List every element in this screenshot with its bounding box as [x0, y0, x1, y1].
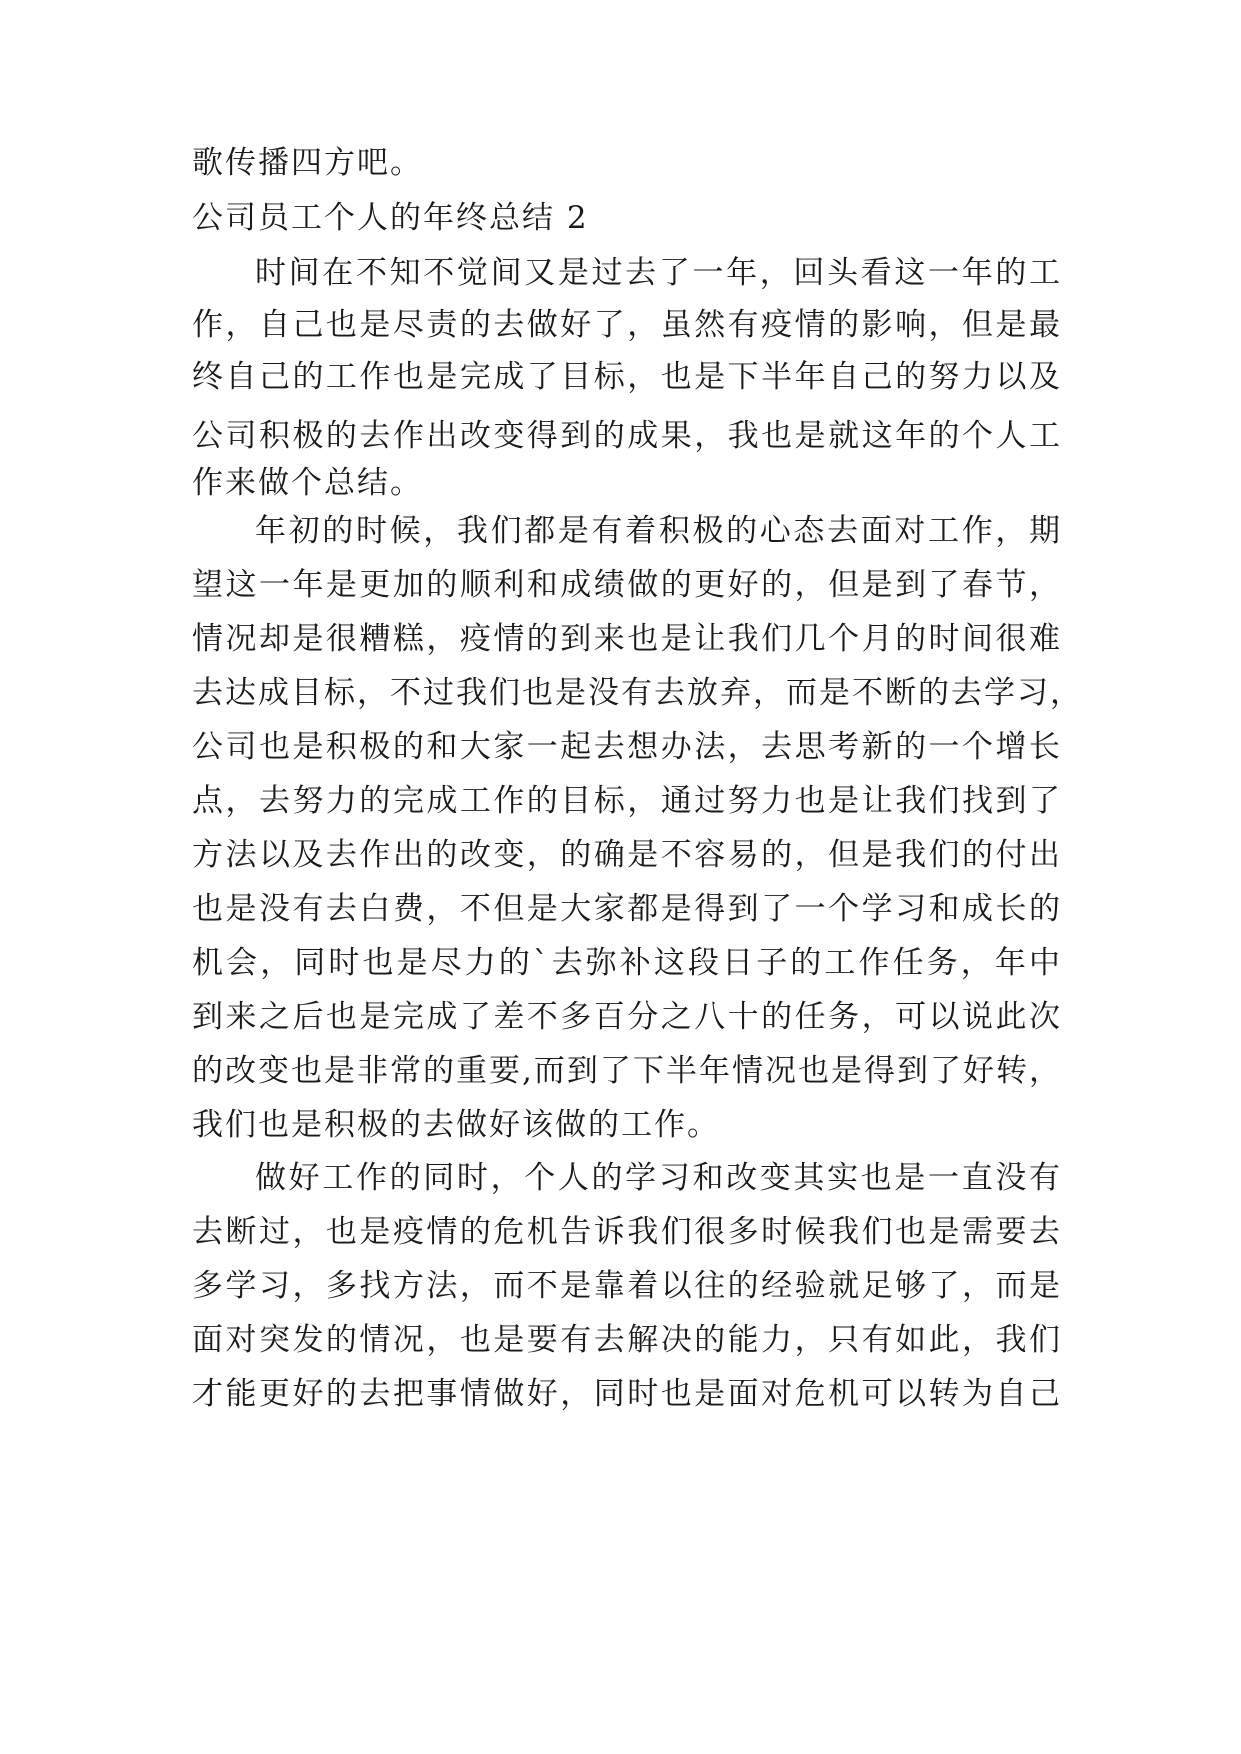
- text-line: 歌传播四方吧。: [192, 145, 423, 181]
- text-line: 望这一年是更加的顺利和成绩做的更好的，但是到了春节，: [192, 567, 1062, 603]
- text-line: 去达成目标，不过我们也是没有去放弃，而是不断的去学习，: [192, 675, 1083, 711]
- text-line: 面对突发的情况，也是要有去解决的能力，只有如此，我们: [192, 1322, 1062, 1358]
- text-line: 也是没有去白费，不但是大家都是得到了一个学习和成长的: [192, 891, 1062, 927]
- text-line: 方法以及去作出的改变，的确是不容易的，但是我们的付出: [192, 837, 1062, 873]
- paragraph-first-line: 时间在不知不觉间又是过去了一年，回头看这一年的工: [255, 255, 1062, 291]
- paragraph-first-line: 做好工作的同时，个人的学习和改变其实也是一直没有: [255, 1160, 1062, 1196]
- text-line: 点，去努力的完成工作的目标，通过努力也是让我们找到了: [192, 783, 1062, 819]
- text-line: 机会，同时也是尽力的`去弥补这段日子的工作任务，年中: [192, 945, 1062, 981]
- text-line: 去断过，也是疫情的危机告诉我们很多时候我们也是需要去: [192, 1214, 1062, 1250]
- paragraph-first-line: 年初的时候，我们都是有着积极的心态去面对工作，期: [255, 513, 1062, 549]
- text-line: 公司也是积极的和大家一起去想办法，去思考新的一个增长: [192, 729, 1062, 765]
- text-line: 多学习，多找方法，而不是靠着以往的经验就足够了，而是: [192, 1268, 1062, 1304]
- text-line: 才能更好的去把事情做好，同时也是面对危机可以转为自己: [192, 1376, 1062, 1412]
- text-line: 作来做个总结。: [192, 465, 423, 501]
- text-line: 公司员工个人的年终总结 2: [192, 200, 589, 236]
- text-line: 终自己的工作也是完成了目标，也是下半年自己的努力以及: [192, 359, 1062, 395]
- text-line: 的改变也是非常的重要,而到了下半年情况也是得到了好转，: [192, 1053, 1062, 1089]
- text-line: 到来之后也是完成了差不多百分之八十的任务，可以说此次: [192, 999, 1062, 1035]
- text-line: 我们也是积极的去做好该做的工作。: [192, 1107, 720, 1143]
- text-line: 公司积极的去作出改变得到的成果，我也是就这年的个人工: [192, 418, 1062, 454]
- text-line: 作，自己也是尽责的去做好了，虽然有疫情的影响，但是最: [192, 307, 1062, 343]
- text-line: 情况却是很糟糕，疫情的到来也是让我们几个月的时间很难: [192, 621, 1062, 657]
